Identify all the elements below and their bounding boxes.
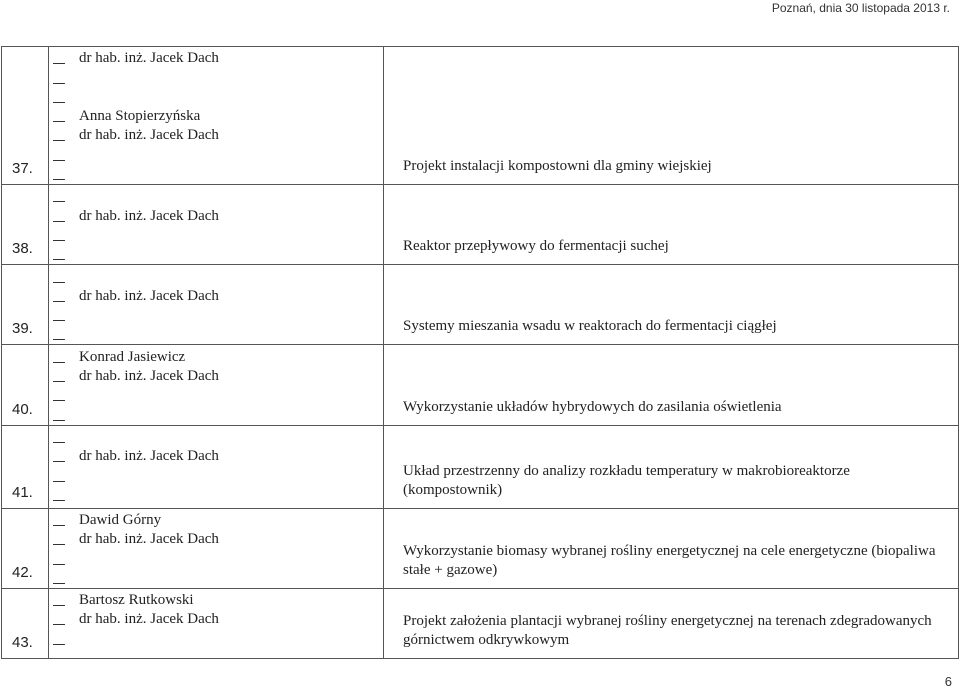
table-row <box>2 508 959 588</box>
list-item <box>53 447 383 466</box>
person-name: dr hab. inż. Jacek Dach <box>79 531 219 548</box>
person-name: dr hab. inż. Jacek Dach <box>79 448 219 465</box>
dash-bullet-icon <box>53 83 65 84</box>
person-name: dr hab. inż. Jacek Dach <box>79 50 219 67</box>
row-number: 37. <box>2 47 49 185</box>
dash-bullet-icon <box>53 362 65 363</box>
list-item <box>53 610 383 629</box>
dash-bullet-icon <box>53 644 65 645</box>
thesis-topics-table <box>1 46 959 659</box>
header-date: Poznań, dnia 30 listopada 2013 r. <box>771 1 950 15</box>
row-number: 40. <box>2 345 49 425</box>
people-cell <box>49 508 384 588</box>
page-number: 6 <box>944 674 952 689</box>
list-item <box>53 347 383 366</box>
dash-bullet-icon <box>53 544 65 545</box>
person-name: Bartosz Rutkowski <box>79 592 194 609</box>
people-cell <box>49 425 384 508</box>
table-row <box>2 185 959 265</box>
table-row <box>2 588 959 658</box>
row-number: 43. <box>2 588 49 658</box>
list-item <box>53 187 383 206</box>
dash-bullet-icon <box>53 201 65 202</box>
row-number: 38. <box>2 185 49 265</box>
dash-bullet-icon <box>53 63 65 64</box>
dash-bullet-icon <box>53 564 65 565</box>
dash-bullet-icon <box>53 500 65 501</box>
list-item <box>53 486 383 505</box>
list-item <box>53 107 383 126</box>
thesis-title: Projekt instalacji kompostowni dla gminy wiejskiej <box>384 47 959 185</box>
list-item <box>53 367 383 386</box>
list-item <box>53 325 383 344</box>
dash-bullet-icon <box>53 240 65 241</box>
thesis-title: Systemy mieszania wsadu w reaktorach do fermentacji ciągłej <box>384 265 959 345</box>
dash-bullet-icon <box>53 282 65 283</box>
person-name: dr hab. inż. Jacek Dach <box>79 287 219 304</box>
list-item <box>53 88 383 107</box>
table-row <box>2 265 959 345</box>
list-item <box>53 386 383 405</box>
dash-bullet-icon <box>53 320 65 321</box>
table-row <box>2 425 959 508</box>
list-item <box>53 145 383 164</box>
list-item <box>53 226 383 245</box>
thesis-title: Projekt założenia plantacji wybranej rośliny energetycznej na terenach zdegradowanych górnictwem odkrywkowym <box>384 588 959 658</box>
list-item <box>53 530 383 549</box>
dash-bullet-icon <box>53 102 65 103</box>
dash-bullet-icon <box>53 400 65 401</box>
dash-bullet-icon <box>53 525 65 526</box>
dash-bullet-icon <box>53 583 65 584</box>
row-number: 39. <box>2 265 49 345</box>
table-row <box>2 47 959 185</box>
people-cell <box>49 588 384 658</box>
list-item <box>53 287 383 306</box>
dash-bullet-icon <box>53 179 65 180</box>
list-item <box>53 68 383 87</box>
thesis-title: Wykorzystanie biomasy wybranej rośliny energetycznej na cele energetyczne (biopaliwa stałe + gazowe) <box>384 508 959 588</box>
dash-bullet-icon <box>53 259 65 260</box>
dash-bullet-icon <box>53 160 65 161</box>
dash-bullet-icon <box>53 301 65 302</box>
list-item <box>53 126 383 145</box>
person-name: dr hab. inż. Jacek Dach <box>79 611 219 628</box>
thesis-title: Wykorzystanie układów hybrydowych do zasilania oświetlenia <box>384 345 959 425</box>
dash-bullet-icon <box>53 481 65 482</box>
row-number: 42. <box>2 508 49 588</box>
dash-bullet-icon <box>53 381 65 382</box>
dash-bullet-icon <box>53 420 65 421</box>
dash-bullet-icon <box>53 442 65 443</box>
dash-bullet-icon <box>53 624 65 625</box>
table-row <box>2 345 959 425</box>
person-name: Anna Stopierzyńska <box>79 108 201 125</box>
people-cell <box>49 345 384 425</box>
list-item <box>53 405 383 424</box>
person-name: dr hab. inż. Jacek Dach <box>79 368 219 385</box>
list-item <box>53 206 383 225</box>
list-item <box>53 245 383 264</box>
thesis-title: Reaktor przepływowy do fermentacji suchej <box>384 185 959 265</box>
dash-bullet-icon <box>53 121 65 122</box>
dash-bullet-icon <box>53 339 65 340</box>
table-body <box>2 47 959 659</box>
list-item <box>53 165 383 184</box>
dash-bullet-icon <box>53 140 65 141</box>
list-item <box>53 267 383 286</box>
people-cell <box>49 185 384 265</box>
list-item <box>53 629 383 648</box>
people-cell <box>49 47 384 185</box>
people-cell <box>49 265 384 345</box>
dash-bullet-icon <box>53 221 65 222</box>
person-name: Dawid Górny <box>79 511 162 528</box>
list-item <box>53 549 383 568</box>
list-item <box>53 306 383 325</box>
thesis-title: Układ przestrzenny do analizy rozkładu temperatury w makrobioreaktorze (kompostownik) <box>384 425 959 508</box>
list-item <box>53 591 383 610</box>
dash-bullet-icon <box>53 605 65 606</box>
person-name: dr hab. inż. Jacek Dach <box>79 127 219 144</box>
list-item <box>53 49 383 68</box>
person-name: Konrad Jasiewicz <box>79 348 186 365</box>
list-item <box>53 428 383 447</box>
person-name: dr hab. inż. Jacek Dach <box>79 207 219 224</box>
row-number: 41. <box>2 425 49 508</box>
list-item <box>53 466 383 485</box>
list-item <box>53 511 383 530</box>
list-item <box>53 569 383 588</box>
dash-bullet-icon <box>53 461 65 462</box>
